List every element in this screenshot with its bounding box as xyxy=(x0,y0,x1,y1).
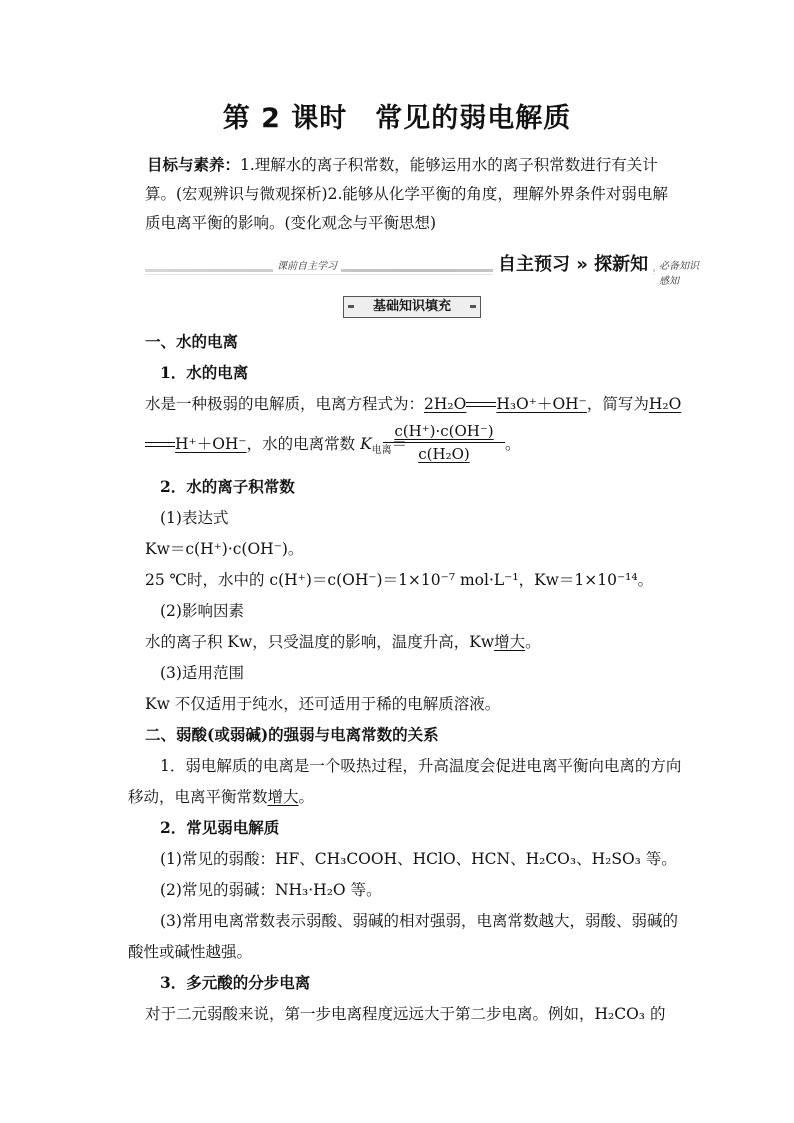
answer-blank: H₂O xyxy=(648,395,682,413)
equilibrium-arrow-icon xyxy=(466,401,496,409)
banner-heading: 自主预习 » 探新知 xyxy=(493,250,653,276)
section-banner xyxy=(145,250,705,287)
relative-strength-line-1: (3)常用电离常数表示弱酸、弱碱的相对强弱，电离常数越大，弱酸、弱碱的 xyxy=(160,912,678,930)
ionization-constant-line xyxy=(145,432,407,456)
k-subscript: 电离 xyxy=(371,445,392,457)
page-title: 第 2 课时 常见的弱电解质 xyxy=(222,103,572,134)
subheading-2-3: 3．多元酸的分步电离 xyxy=(160,973,311,992)
banner-right-caption: 必备知识感知 xyxy=(655,257,705,287)
weak-bases-line: (2)常见的弱碱：NH₃·H₂O 等。 xyxy=(160,881,382,899)
fraction-numerator xyxy=(383,422,505,443)
ionization-equation-line xyxy=(145,392,681,414)
kw-temperature-line xyxy=(145,630,541,652)
objectives-paragraph xyxy=(145,150,683,238)
section-heading-2: 二、弱酸(或弱碱)的强弱与电离常数的关系 xyxy=(145,725,439,744)
endothermic-line-2 xyxy=(128,785,314,807)
answer-blank: H₃O⁺＋OH⁻ xyxy=(496,395,587,413)
text-span: ＝ xyxy=(391,435,408,453)
text-span: 移动，电离平衡常数 xyxy=(128,788,268,806)
relative-strength-line-2: 酸性或碱性越强。 xyxy=(128,943,253,961)
subheading-2-2: 2．常见弱电解质 xyxy=(160,818,280,837)
point-expression: (1)表达式 xyxy=(160,509,229,527)
endothermic-line-1: 1．弱电解质的电离是一个吸热过程，升高温度会促进电离平衡向电离的方向 xyxy=(160,757,682,775)
objectives-text: 1.理解水的离子积常数，能够运用水的离子积常数进行有关计算。(宏观辨识与微观探析)2.能够从化学平衡的角度，理解外界条件对弱电解质电离平衡的影响。(变化观念与平衡思想) xyxy=(145,156,668,232)
kw-value-at-25c: 25 ℃时，水中的 c(H⁺)＝c(OH⁻)＝1×10⁻⁷ mol·L⁻¹，Kw＝1×10⁻¹⁴。 xyxy=(145,571,654,589)
text-span: ，水的电离常数 xyxy=(246,435,356,453)
weak-acids-line: (1)常见的弱酸：HF、CH₃COOH、HClO、HCN、H₂CO₃、H₂SO₃ 等。 xyxy=(160,850,677,868)
period: 。 xyxy=(505,435,521,453)
equilibrium-arrow-icon xyxy=(145,441,175,449)
k-symbol: K xyxy=(360,435,372,453)
answer-blank: 增大 xyxy=(494,633,526,651)
text-span: 。 xyxy=(525,633,541,651)
stepwise-ionization-line: 对于二元弱酸来说，第一步电离程度远远大于第二步电离。例如，H₂CO₃ 的 xyxy=(145,1005,666,1023)
answer-blank: 2H₂O xyxy=(424,395,467,413)
text-span: 水的离子积 Kw，只受温度的影响，温度升高，Kw xyxy=(145,633,495,651)
kw-scope-line: Kw 不仅适用于纯水，还可适用于稀的电解质溶液。 xyxy=(145,695,501,713)
answer-blank: 增大 xyxy=(267,788,299,806)
section-heading-1: 一、水的电离 xyxy=(145,332,239,351)
point-factors: (2)影响因素 xyxy=(160,602,244,620)
badge-notch-left xyxy=(348,305,354,308)
subheading-1-2: 2．水的离子积常数 xyxy=(160,477,295,496)
badge-notch-right xyxy=(470,305,476,308)
point-scope: (3)适用范围 xyxy=(160,664,244,682)
ionization-constant-fraction xyxy=(383,422,505,463)
objectives-label: 目标与素养： xyxy=(147,155,241,174)
text-span: 。 xyxy=(298,788,315,806)
basic-knowledge-badge xyxy=(343,296,481,318)
fraction-denominator xyxy=(383,443,505,463)
badge-label: 基础知识填充 xyxy=(372,299,451,314)
text-span: ，简写为 xyxy=(586,395,649,413)
subheading-1-1: 1．水的电离 xyxy=(160,363,249,382)
banner-left-caption: 课前自主学习 xyxy=(273,257,341,272)
answer-blank: c(H₂O) xyxy=(418,445,470,463)
answer-blank: c(H⁺)·c(OH⁻) xyxy=(394,422,494,440)
answer-blank: H⁺＋OH⁻ xyxy=(175,435,247,453)
text-span: 水是一种极弱的电解质，电离方程式为： xyxy=(145,395,425,413)
kw-expression: Kw＝c(H⁺)·c(OH⁻)。 xyxy=(145,540,304,558)
